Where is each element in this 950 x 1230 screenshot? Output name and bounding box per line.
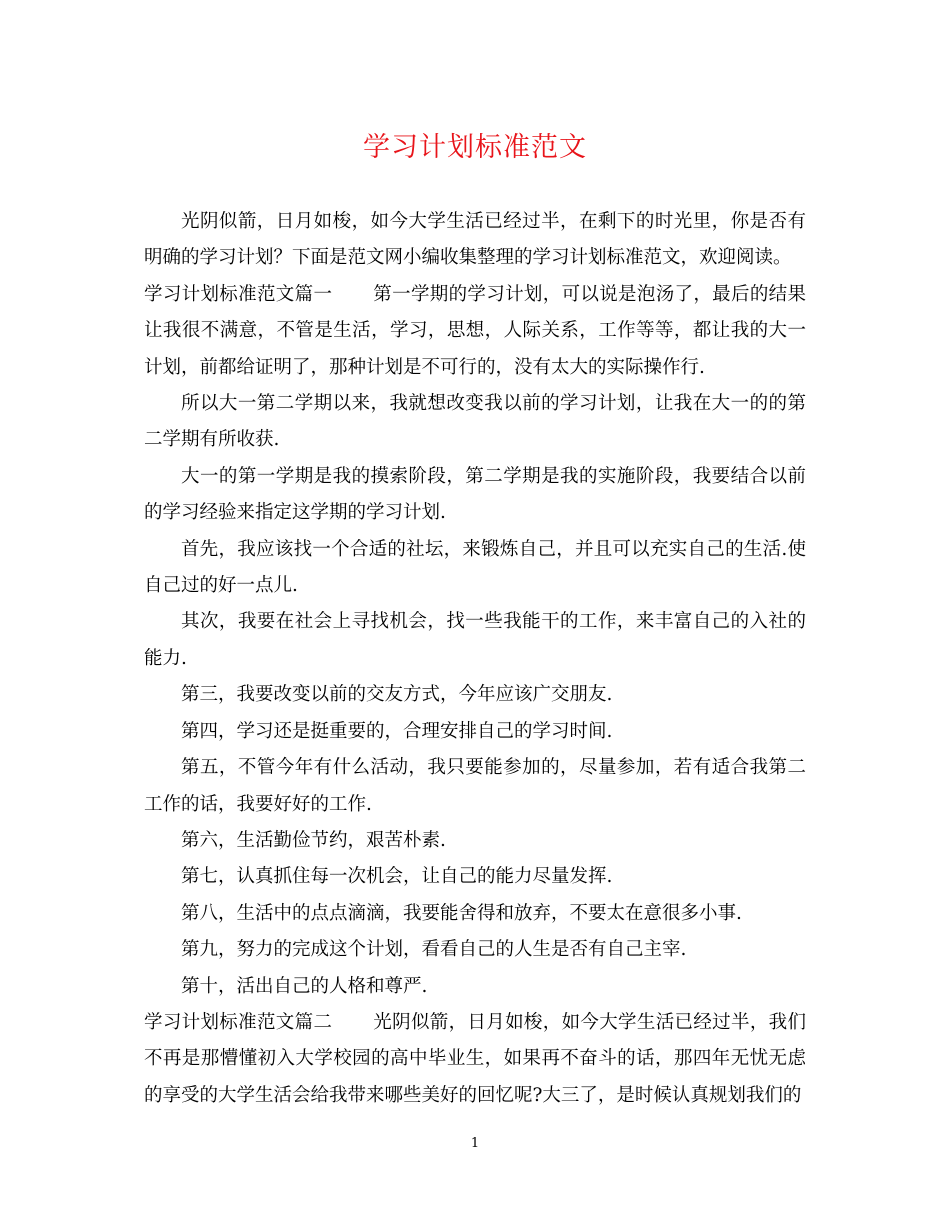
paragraph-text: 第七，认真抓住每一次机会，让自己的能力尽量发挥. <box>181 866 613 888</box>
paragraph-text: 第三，我要改变以前的交友方式，今年应该广交朋友. <box>181 684 613 706</box>
section-heading: 学习计划标准范文篇二 <box>144 1011 333 1033</box>
paragraph-text: 第六，生活勤俭节约，艰苦朴素. <box>181 829 446 851</box>
paragraph-text: 第四，学习还是挺重要的，合理安排自己的学习时间. <box>181 720 613 742</box>
paragraph-section-one <box>144 277 806 386</box>
page-number: 1 <box>470 1136 480 1151</box>
paragraph <box>144 677 806 713</box>
section-heading: 学习计划标准范文篇一 <box>144 283 333 305</box>
paragraph-text: 第一学期的学习计划，可以说是泡汤了，最后的结果让我很不满意，不管是生活，学习，思想，人际关系，工作等等，都让我的大一计划，前都给证明了，那种计划是不可行的，没有太大的实际操作行. <box>144 283 806 378</box>
paragraph-intro <box>144 204 806 277</box>
paragraph-text: 光阴似箭，日月如梭，如今大学生活已经过半，我们不再是那懵懂初入大学校园的高中毕业生，如果再不奋斗的话，那四年无忧无虑的享受的大学生活会给我带来哪些美好的回忆呢?大三了，是时候认真规划我们的 <box>144 1011 806 1106</box>
paragraph-text: 首先，我应该找一个合适的社坛，来锻炼自己，并且可以充实自己的生活.使自己过的好一点儿. <box>144 538 806 597</box>
paragraph <box>144 932 806 968</box>
paragraph-text: 第五，不管今年有什么活动，我只要能参加的，尽量参加，若有适合我第二工作的话，我要好好的工作. <box>144 757 806 815</box>
paragraph-text: 第八，生活中的点点滴滴，我要能舍得和放弃，不要太在意很多小事. <box>181 902 742 924</box>
paragraph-section-two <box>144 1005 806 1114</box>
paragraph-text: 第十，活出自己的人格和尊严. <box>181 975 428 997</box>
paragraph <box>144 459 806 532</box>
paragraph <box>144 604 806 677</box>
paragraph <box>144 859 806 895</box>
paragraph-text: 光阴似箭，日月如梭，如今大学生活已经过半，在剩下的时光里，你是否有明确的学习计划？下面是范文网小编收集整理的学习计划标准范文，欢迎阅读。 <box>144 211 806 269</box>
paragraph-text: 第九，努力的完成这个计划，看看自己的人生是否有自己主宰. <box>181 939 687 961</box>
paragraph-text: 所以大一第二学期以来，我就想改变我以前的学习计划，让我在大一的的第二学期有所收获. <box>144 393 806 451</box>
paragraph <box>144 714 806 750</box>
paragraph <box>144 532 806 605</box>
paragraph <box>144 750 806 823</box>
document-body <box>144 204 806 1114</box>
paragraph <box>144 386 806 459</box>
paragraph-text: 其次，我要在社会上寻找机会，找一些我能干的工作，来丰富自己的入社的能力. <box>144 611 806 669</box>
paragraph <box>144 896 806 932</box>
paragraph <box>144 969 806 1005</box>
document-title: 学习计划标准范文 <box>363 132 587 163</box>
paragraph-text: 大一的第一学期是我的摸索阶段，第二学期是我的实施阶段，我要结合以前的学习经验来指定这学期的学习计划. <box>144 465 806 524</box>
paragraph <box>144 823 806 859</box>
